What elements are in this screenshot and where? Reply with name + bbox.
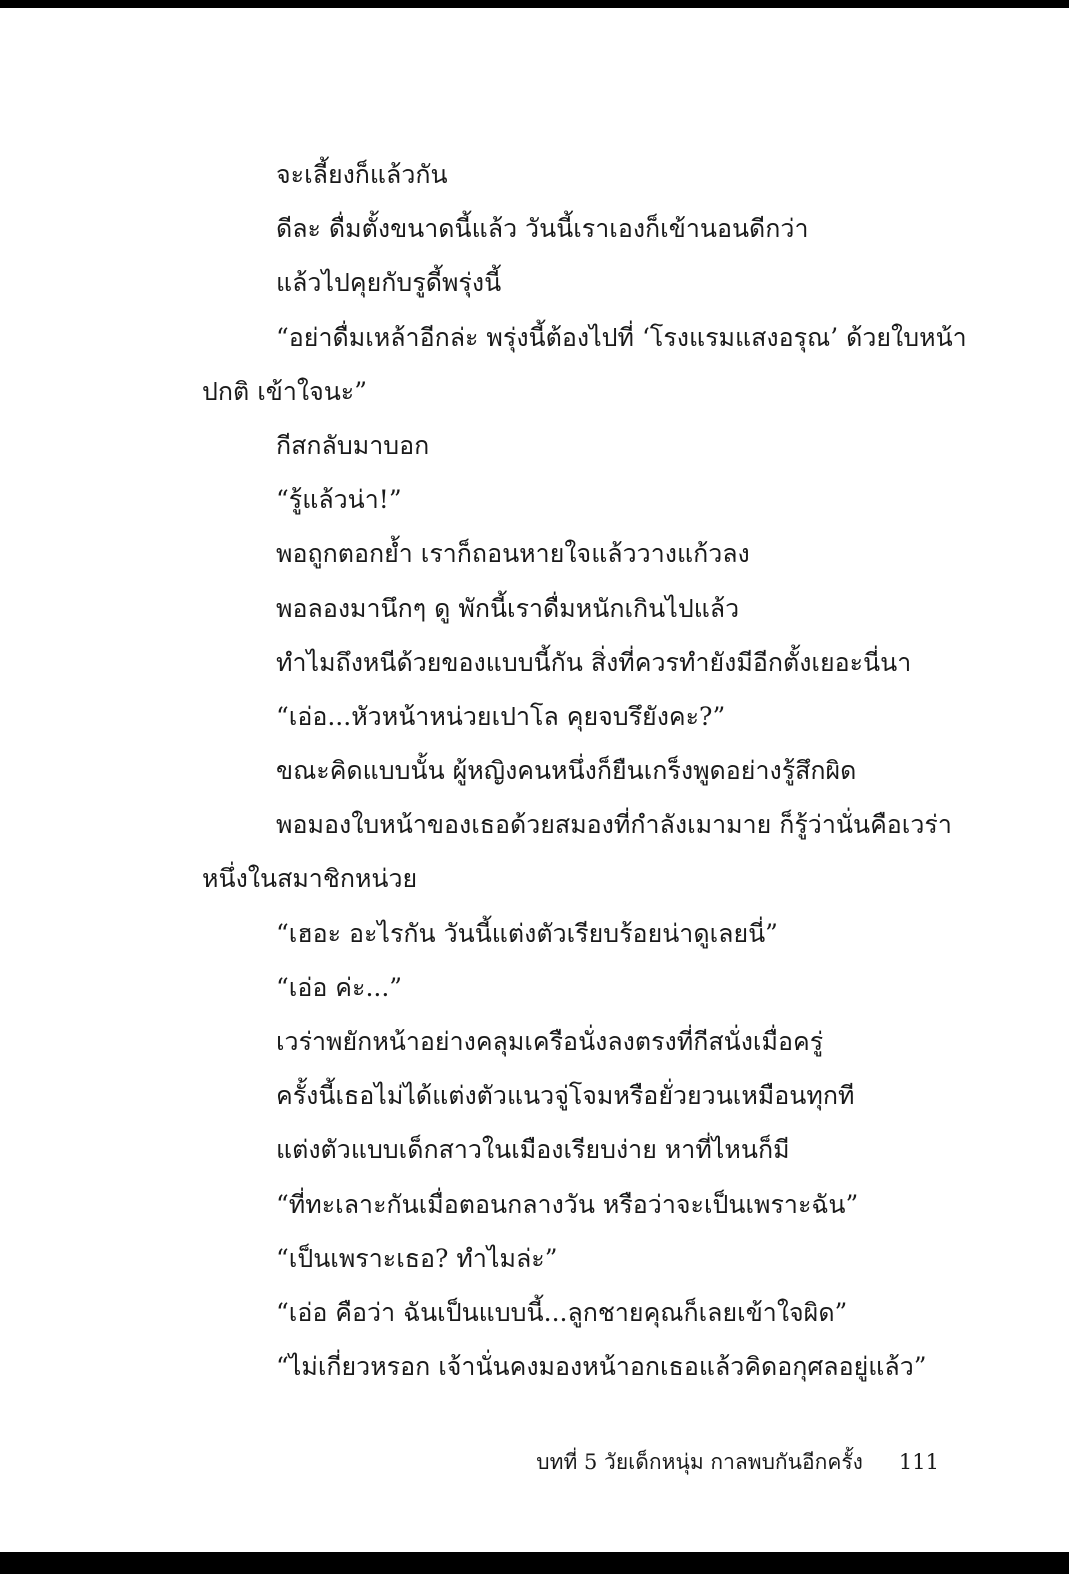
text-line: แล้วไปคุยกับรูดี้พรุ่งนี้ [276, 268, 502, 298]
text-line: เวร่าพยักหน้าอย่างคลุมเครือนั่งลงตรงที่กีสนั่งเมื่อครู่ [276, 1027, 824, 1056]
text-line: กีสกลับมาบอก [276, 430, 430, 460]
text-line: ปกติ เข้าใจนะ” [202, 376, 368, 406]
text-line: แต่งตัวแบบเด็กสาวในเมืองเรียบง่าย หาที่ไหนก็มี [276, 1135, 790, 1165]
page-number: 111 [898, 1450, 939, 1474]
text-line: “รู้แล้วน่า!” [276, 485, 402, 515]
text-line: “อย่าดื่มเหล้าอีกล่ะ พรุ่งนี้ต้องไปที่ ‘โรงแรมแสงอรุณ’ ด้วยใบหน้า [276, 322, 967, 352]
text-line: “เป็นเพราะเธอ? ทำไมล่ะ” [276, 1243, 558, 1273]
bottom-black-border [0, 1552, 1069, 1574]
text-line: “เอ่อ คือว่า ฉันเป็นแบบนี้...ลูกชายคุณก็เลยเข้าใจผิด” [276, 1297, 848, 1327]
page-footer [536, 1442, 939, 1482]
text-line: ครั้งนี้เธอไม่ได้แต่งตัวแนวจู่โจมหรือยั่วยวนเหมือนทุกที [276, 1081, 855, 1111]
text-line: ทำไมถึงหนีด้วยของแบบนี้กัน สิ่งที่ควรทำยังมีอีกตั้งเยอะนี่นา [276, 647, 912, 677]
text-line: “เอ่อ...หัวหน้าหน่วยเปาโล คุยจบรึยังคะ?” [276, 701, 726, 731]
text-line: “เฮอะ อะไรกัน วันนี้แต่งตัวเรียบร้อยน่าดูเลยนี่” [276, 918, 778, 948]
text-line: “ที่ทะเลาะกันเมื่อตอนกลางวัน หรือว่าจะเป็นเพราะฉัน” [276, 1189, 859, 1219]
text-line: พอมองใบหน้าของเธอด้วยสมองที่กำลังเมามาย ก็รู้ว่านั่นคือเวร่า [276, 810, 952, 840]
text-line: จะเลี้ยงก็แล้วกัน [276, 160, 448, 189]
top-black-border [0, 0, 1069, 8]
text-line: “เอ่อ ค่ะ...” [276, 972, 403, 1002]
text-line: ดีละ ดื่มตั้งขนาดนี้แล้ว วันนี้เราเองก็เข้านอนดีกว่า [276, 214, 809, 244]
text-line: “ไม่เกี่ยวหรอก เจ้านั่นคงมองหน้าอกเธอแล้วคิดอกุศลอยู่แล้ว” [276, 1352, 927, 1382]
chapter-title: บทที่ 5 วัยเด็กหนุ่ม กาลพบกันอีกครั้ง [536, 1450, 863, 1474]
text-line: พอลองมานึกๆ ดู พักนี้เราดื่มหนักเกินไปแล้ว [276, 593, 740, 623]
body-text [0, 148, 1069, 1394]
text-line: พอถูกตอกย้ำ เราก็ถอนหายใจแล้ววางแก้วลง [276, 539, 750, 569]
text-line: หนึ่งในสมาชิกหน่วย [202, 864, 418, 894]
text-line: ขณะคิดแบบนั้น ผู้หญิงคนหนึ่งก็ยืนเกร็งพูดอย่างรู้สึกผิด [276, 756, 857, 786]
